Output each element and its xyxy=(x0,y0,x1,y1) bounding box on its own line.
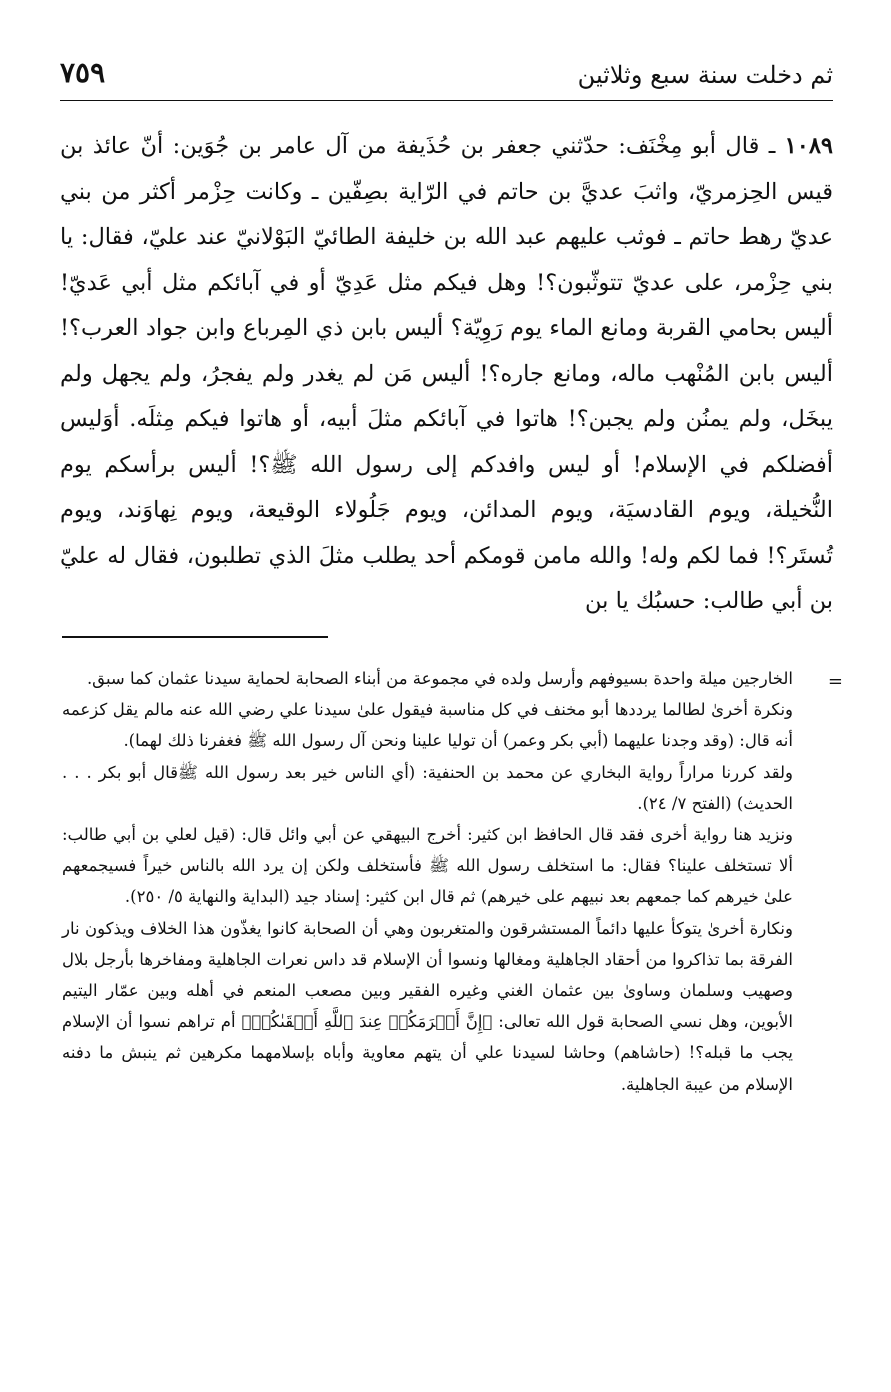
footnotes xyxy=(62,663,793,1100)
page-header xyxy=(60,56,833,101)
item-number: ١٠٨٩ xyxy=(784,133,833,159)
footnote-paragraph: الخارجين ميلة واحدة بسيوفهم وأرسل ولده في مجموعة من أبناء الصحابة لحماية سيدنا عثمان كما سبق. xyxy=(86,669,793,688)
footnote-paragraph: ونكارة أخرىٰ يتوكأ عليها دائماً المستشرقون والمتغربون وهي أن الصحابة كانوا يغذّون هذا الخلاف ويذكون نار الفرقة بما تذاكروا من أحقاد الجاهلية ومغالها ونسوا أن الإسلام قد داس نعرات الجاهلية ومفاخرها بأرجل بلال وصهيب وسلمان وساوىٰ بين عثمان الغني وغيره الفقير وبين مصعب المنعم في أهله وبين عمّار اليتيم الأبوين، وهل نسي الصحابة قول الله تعالى: ﴿إِنَّ أَكۡرَمَكُمۡ عِندَ ٱللَّهِ أَتۡقَىٰكُمۡ﴾ أم تراهم نسوا أن الإسلام يجب ما قبله؟! (حاشاهم) وحاشا لسيدنا علي أن يتهم معاوية وأباه بإسلامهما مكرهين ثم ينبش ما دفنه الإسلام من عيبة الجاهلية. xyxy=(62,918,793,1094)
footnote-separator xyxy=(62,636,328,638)
running-title: ثم دخلت سنة سبع وثلاثين xyxy=(577,61,833,89)
page-number: ٧٥٩ xyxy=(60,56,106,89)
footnote-paragraph: ونزيد هنا رواية أخرى فقد قال الحافظ ابن كثير: أخرج البيهقي عن أبي وائل قال: (قيل لعلي بن أبي طالب: ألا تستخلف علينا؟ فقال: ما استخلف رسول الله ﷺ فأستخلف ولكن إن يرد الله بالناس خيراً فسيجمعهم علىٰ خيرهم كما جمعهم بعد نبيهم على خيرهم) ثم قال ابن كثير: إسناد جيد (البداية والنهاية ٥/ ٢٥٠). xyxy=(62,825,794,907)
footnote-continuation-mark: = xyxy=(827,671,843,692)
footnote-paragraph: ولقد كررنا مراراً رواية البخاري عن محمد بن الحنفية: (أي الناس خير بعد رسول الله ﷺقال أبو بكر . . . الحديث) (الفتح ٧/ ٢٤). xyxy=(62,762,793,813)
main-paragraph xyxy=(60,124,833,625)
main-text xyxy=(60,124,833,625)
footnote-paragraph: ونكرة أخرىٰ لطالما يرددها أبو مخنف في كل مناسبة فيقول علىٰ سيدنا علي رضي الله عنه مالم يقل كزعمه أنه قال: (وقد وجدنا عليهما (أبي بكر وعمر) أن توليا علينا ونحن آل رسول الله ﷺ فغفرنا ذلك لهما). xyxy=(62,700,793,751)
main-paragraph-text: ـ قال أبو مِخْنَف: حدّثني جعفر بن حُذَيفة من آل عامر بن جُوَين: أنّ عائذ بن قيس الحِزمريّ، واثبَ عديَّ بن حاتم في الرّاية بصِفّين ـ وكانت حِزْمر أكثر من بني عديّ رهط حاتم ـ فوثب عليهم عبد الله بن خليفة الطائيّ البَوْلانيّ عند عليّ، فقال: يا بني حِزْمر، على عديّ تتوثّبون؟! وهل فيكم مثل عَدِيّ أو في آبائكم مثل أبي عَديّ! أليس بحامي القربة ومانع الماء يوم رَوِيّة؟ أليس بابن ذي المِرباع وابن جواد العرب؟! أليس بابن المُنْهب ماله، ومانع جاره؟! أليس مَن لم يغدر ولم يفجرُ، ولم يجهل ولم يبخَل، ولم يمنُن ولم يجبن؟! هاتوا في آبائكم مثلَ أبيه، أو هاتوا فيكم مِثلَه. أوَليس أفضلكم في الإسلام! أو ليس وافدكم إلى رسول الله ﷺ؟! أليس برأسكم يوم النُّخيلة، ويوم القادسيَة، ويوم المدائن، ويوم جَلُولاء الوقيعة، ويوم نِهاوَند، ويوم تُستَر؟! فما لكم وله! والله مامن قومكم أحد يطلب مثلَ الذي تطلبون، فقال له عليّ بن أبي طالب: حسبُك يا بن xyxy=(60,133,833,614)
